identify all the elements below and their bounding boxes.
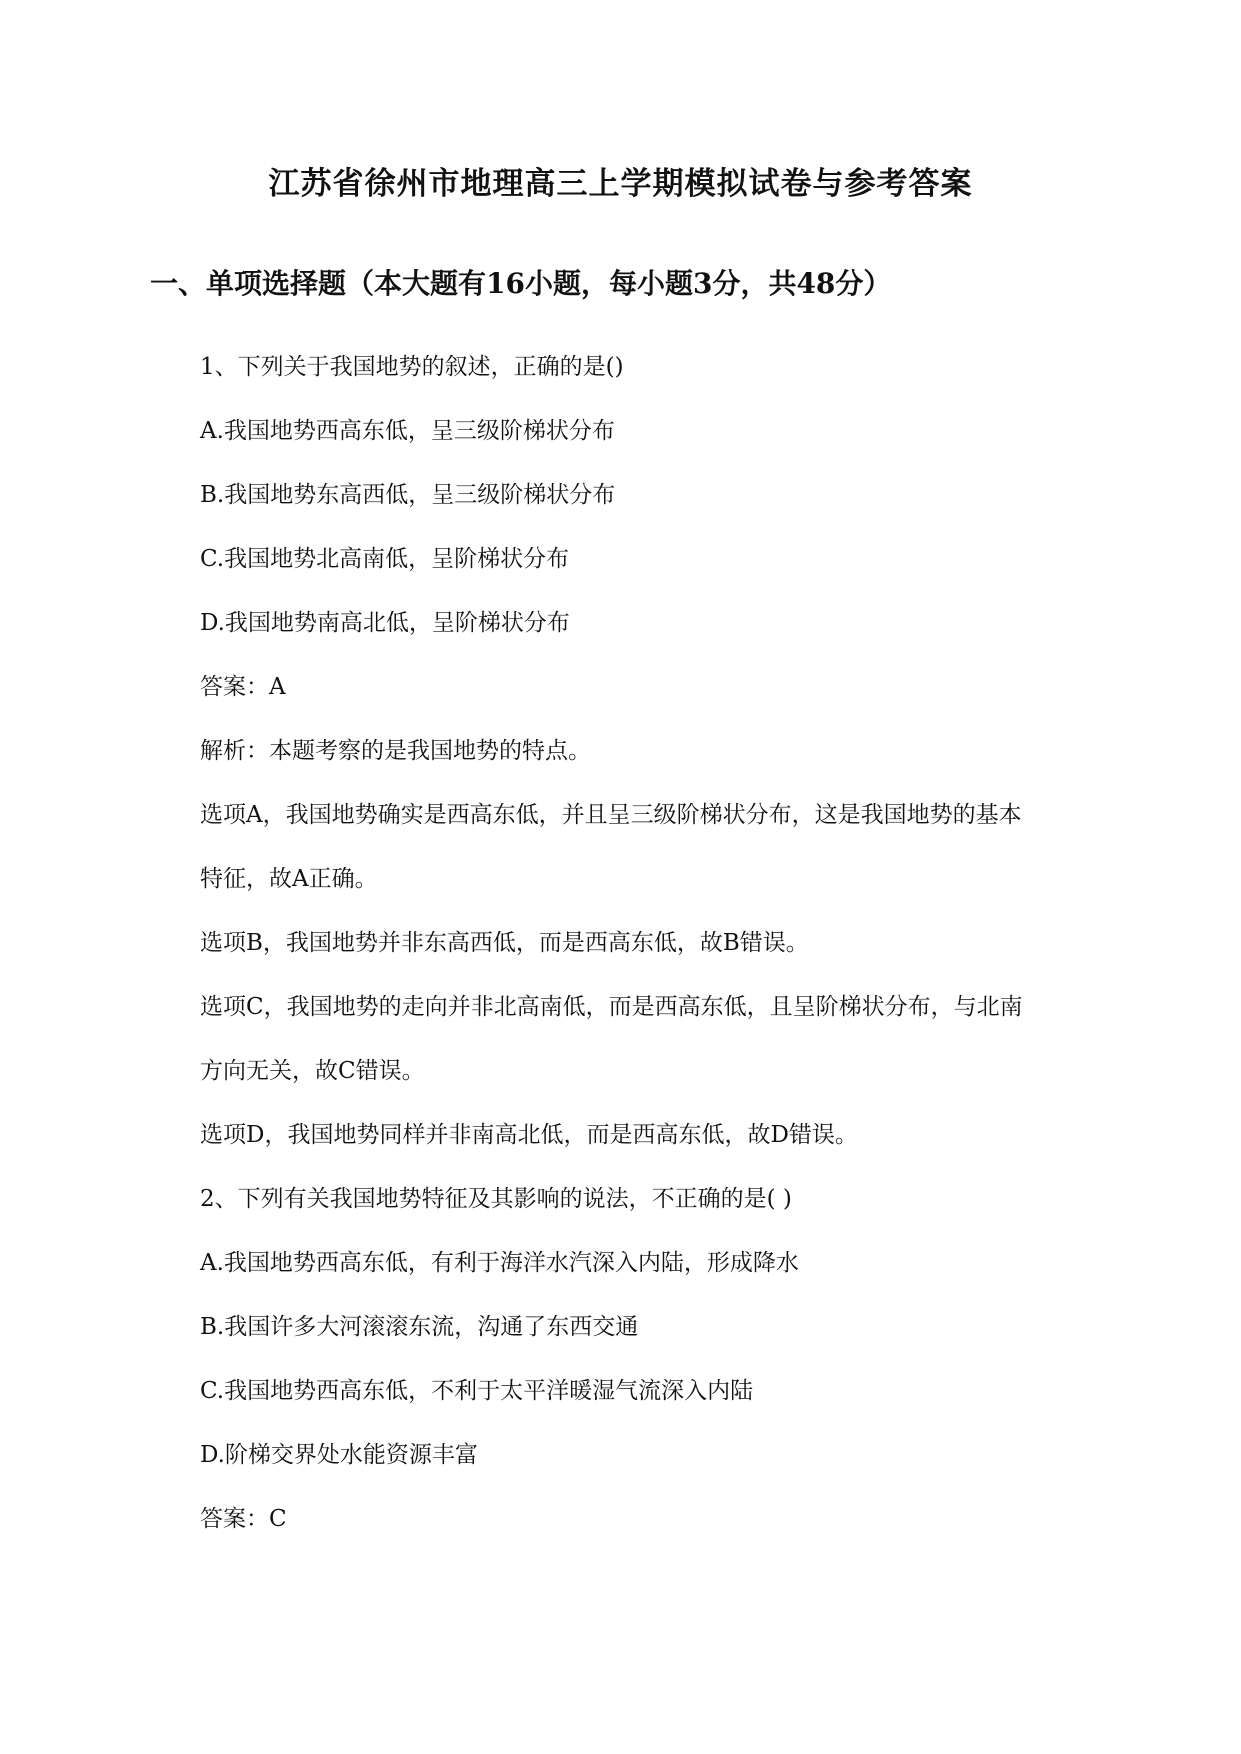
question-1-analysis-b: 选项B，我国地势并非东高西低，而是西高东低，故B错误。 [200,930,809,956]
question-1-analysis-a-cont: 特征，故A正确。 [200,866,378,892]
question-2-option-a: A.我国地势西高东低，有利于海洋水汽深入内陆，形成降水 [200,1250,799,1276]
question-2-option-c: C.我国地势西高东低，不利于太平洋暖湿气流深入内陆 [200,1378,754,1404]
question-1-stem: 1、下列关于我国地势的叙述，正确的是() [200,354,624,380]
question-1-analysis-c-cont: 方向无关，故C错误。 [200,1058,425,1084]
question-2-answer: 答案：C [200,1506,287,1532]
question-1-option-c: C.我国地势北高南低，呈阶梯状分布 [200,546,570,572]
question-1-option-d: D.我国地势南高北低，呈阶梯状分布 [200,610,570,636]
question-1-analysis-intro: 解析：本题考察的是我国地势的特点。 [200,738,591,764]
question-2-option-d: D.阶梯交界处水能资源丰富 [200,1442,478,1468]
question-1-analysis-c: 选项C，我国地势的走向并非北高南低，而是西高东低，且呈阶梯状分布，与北南 [200,994,1023,1020]
document-title: 江苏省徐州市地理高三上学期模拟试卷与参考答案 [268,166,973,202]
question-1-analysis-d: 选项D，我国地势同样并非南高北低，而是西高东低，故D错误。 [200,1122,858,1148]
question-1-analysis-a: 选项A，我国地势确实是西高东低，并且呈三级阶梯状分布，这是我国地势的基本 [200,802,1022,828]
question-1-option-a: A.我国地势西高东低，呈三级阶梯状分布 [200,418,615,444]
question-2-stem: 2、下列有关我国地势特征及其影响的说法，不正确的是( ) [200,1186,792,1212]
section-heading: 一、单项选择题（本大题有16小题，每小题3分，共48分） [150,267,892,300]
question-1-option-b: B.我国地势东高西低，呈三级阶梯状分布 [200,482,616,508]
question-1-answer: 答案：A [200,674,286,700]
question-2-option-b: B.我国许多大河滚滚东流，沟通了东西交通 [200,1314,639,1340]
